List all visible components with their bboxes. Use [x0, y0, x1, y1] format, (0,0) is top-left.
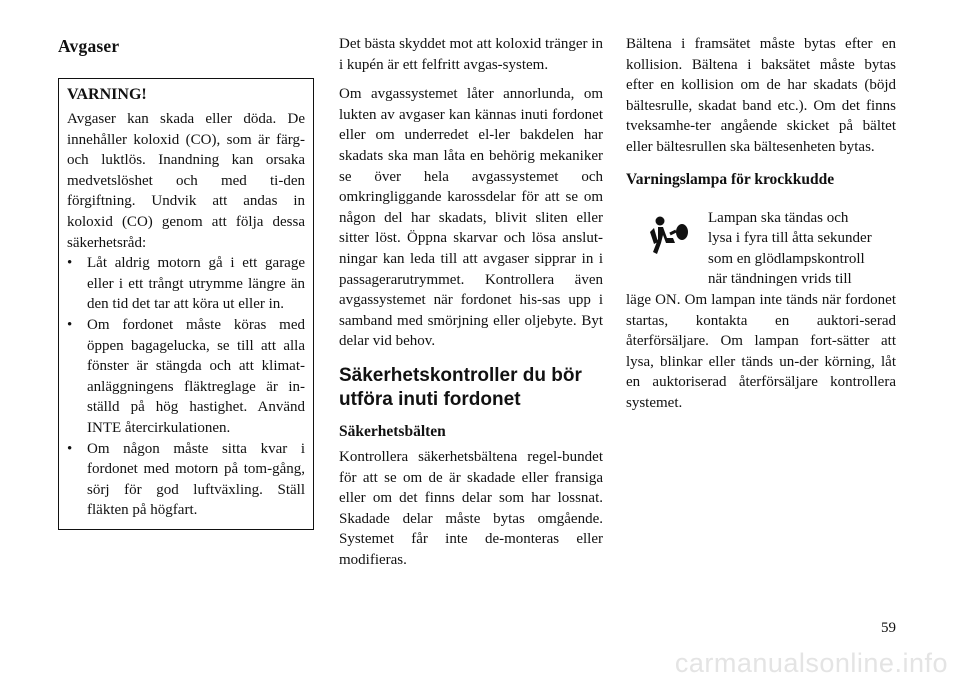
section-heading: Säkerhetskontroller du bör utföra inuti fordonet: [339, 364, 582, 410]
watermark: carmanualsonline.info: [674, 648, 948, 678]
warning-list-item: • Om fordonet måste köras med öppen bagagelucka, se till att alla fönster är stängda och att klimat-anläggningens fläktreglage är in-ställd på hög hastighet. Använd INTE återcirkulationen.: [67, 316, 305, 436]
warning-list: [67, 253, 305, 521]
paragraph: Det bästa skyddet mot att koloxid tränger in i kupén är ett felfritt avgas-system.: [339, 36, 603, 73]
bullet-icon: •: [67, 440, 73, 457]
subheading: Varningslampa för krockkudde: [626, 170, 835, 188]
paragraph: läge ON. Om lampan inte tänds när fordonet startas, kontakta en auktori-serad återförsäljare. Om lampan fort-sätter att lysa, blinkar eller tänds un-der körning, låt en auktoriserad återförsäljare kontrollera systemet.: [626, 291, 896, 411]
icon-line: när tändningen vrids till: [708, 271, 852, 288]
warning-list-item: • Om någon måste sitta kvar i fordonet med motorn på tom-gång, sörj för god luftväxling. Ställ fläkten på högfart.: [67, 440, 305, 519]
warning-intro: Avgaser kan skada eller döda. De innehåller koloxid (CO), som är färg- och luktlös. Inandning kan orsaka medvetslöshet och med ti-den förgiftning. Undvik att andas in koloxid (CO) genom att följa dessa säkerhetsråd:: [67, 111, 305, 251]
icon-line: som en glödlampskontroll: [708, 250, 865, 267]
icon-line: Lampan ska tändas och: [708, 209, 849, 226]
column-middle: [339, 34, 603, 570]
section-title: Avgaser: [58, 36, 120, 56]
warning-box: [58, 78, 314, 530]
column-left: [58, 34, 314, 530]
column-right: [626, 34, 896, 414]
paragraph: Kontrollera säkerhetsbältena regel-bundet för att se om de är skadade eller fransiga eller om det finns delar som har lossnat. Skadade delar måste bytas omgående. Systemet får inte de-monteras eller modifieras.: [339, 448, 603, 568]
airbag-warning-icon: [648, 212, 692, 256]
warning-list-item: • Låt aldrig motorn gå i ett garage eller i ett trångt utrymme längre än den tid det tar att köra ut eller in.: [67, 255, 305, 313]
warning-title: VARNING!: [67, 86, 147, 103]
page-number: 59: [881, 620, 896, 636]
paragraph: Om avgassystemet låter annorlunda, om lukten av avgaser kan kännas inuti fordonet eller om underredet el-ler bakdelen har skadats ska man låta en behörig mekaniker se över hela avgassystemet och omkringliggande karossdelar för att se om någon del har skadats, blivit sliten eller sitter löst. Öppna skarvar och lösa anslut-ningar kan leda till att avgaser sipprar in i passagerarutrymmet. Kontrollera även avgassystemet när fordonet his-sas upp i samband med smörjning eller oljebyte. Byt delar vid behov.: [339, 86, 603, 350]
icon-line: lysa i fyra till åtta sekunder: [708, 230, 872, 247]
subheading: Säkerhetsbälten: [339, 422, 446, 440]
paragraph: Bältena i framsätet måste bytas efter en kollision. Bältena i baksätet måste bytas efter en kollision om de har skadats (böjd bältesrulle, skadat band etc.). Om det finns tveksamhe-ter angående skicket på bältet eller bältesrullen ska bältesenheten bytas.: [626, 36, 896, 155]
bullet-icon: •: [67, 316, 73, 333]
airbag-warning-block: [626, 208, 896, 414]
bullet-icon: •: [67, 255, 73, 272]
